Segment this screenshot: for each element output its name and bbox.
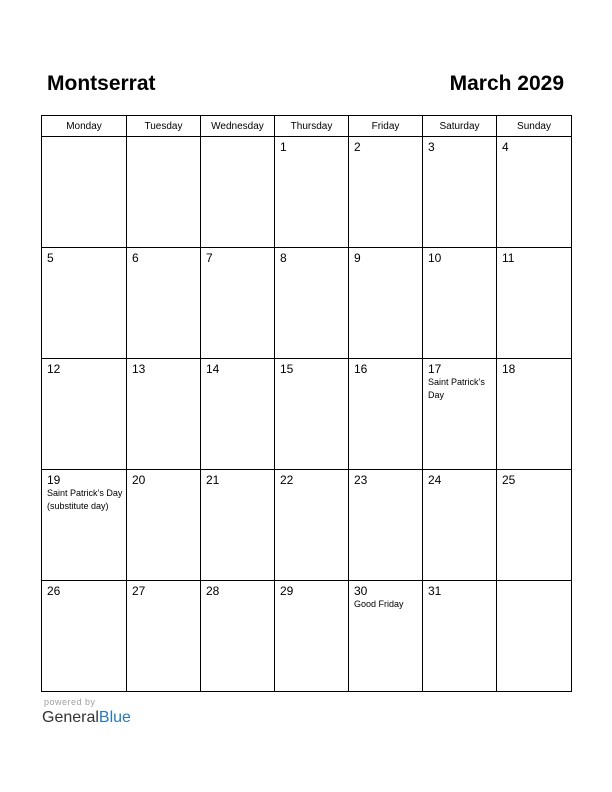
day-number: 14 bbox=[206, 362, 220, 376]
day-cell bbox=[275, 470, 349, 581]
weekday-header-row bbox=[42, 116, 572, 137]
day-number: 26 bbox=[47, 584, 61, 598]
day-cell bbox=[349, 248, 423, 359]
day-number: 18 bbox=[502, 362, 516, 376]
brand-blue-text: Blue bbox=[98, 709, 131, 726]
calendar-body bbox=[42, 137, 572, 692]
day-cell bbox=[201, 248, 275, 359]
weekday-monday: Monday bbox=[42, 116, 127, 137]
country-title: Montserrat bbox=[47, 72, 156, 95]
day-cell bbox=[497, 248, 572, 359]
day-cell bbox=[497, 137, 572, 248]
calendar-grid bbox=[41, 115, 572, 692]
day-number: 29 bbox=[280, 584, 294, 598]
day-cell bbox=[275, 359, 349, 470]
day-number: 24 bbox=[428, 473, 442, 487]
day-number: 11 bbox=[502, 251, 515, 265]
day-cell bbox=[275, 137, 349, 248]
day-cell bbox=[42, 581, 127, 692]
day-number: 15 bbox=[280, 362, 294, 376]
day-number: 28 bbox=[206, 584, 220, 598]
powered-by-label: powered by bbox=[44, 697, 96, 707]
day-cell bbox=[42, 248, 127, 359]
day-cell bbox=[349, 359, 423, 470]
day-number: 25 bbox=[502, 473, 516, 487]
week-row bbox=[42, 248, 572, 359]
day-number: 12 bbox=[47, 362, 61, 376]
day-cell bbox=[127, 581, 201, 692]
day-number: 31 bbox=[428, 584, 442, 598]
weekday-friday: Friday bbox=[349, 116, 423, 137]
day-number: 4 bbox=[502, 140, 509, 154]
empty-day-cell bbox=[497, 581, 572, 692]
day-cell bbox=[201, 581, 275, 692]
day-number: 30 bbox=[354, 584, 368, 598]
day-cell bbox=[201, 470, 275, 581]
weekday-sunday: Sunday bbox=[497, 116, 572, 137]
empty-day-cell bbox=[127, 137, 201, 248]
day-cell bbox=[275, 581, 349, 692]
generalblue-logo bbox=[42, 708, 131, 728]
day-cell bbox=[275, 248, 349, 359]
month-year-title: March 2029 bbox=[449, 72, 564, 95]
day-cell bbox=[201, 359, 275, 470]
day-number: 8 bbox=[280, 251, 287, 265]
day-number: 3 bbox=[428, 140, 435, 154]
weekday-thursday: Thursday bbox=[275, 116, 349, 137]
day-number: 16 bbox=[354, 362, 368, 376]
brand-general-text: General bbox=[42, 709, 99, 726]
day-cell bbox=[127, 248, 201, 359]
day-cell bbox=[42, 470, 127, 581]
day-cell bbox=[127, 359, 201, 470]
day-number: 22 bbox=[280, 473, 294, 487]
day-cell bbox=[423, 248, 497, 359]
day-cell bbox=[423, 470, 497, 581]
weekday-tuesday: Tuesday bbox=[127, 116, 201, 137]
day-number: 9 bbox=[354, 251, 361, 265]
day-cell bbox=[349, 470, 423, 581]
day-number: 20 bbox=[132, 473, 146, 487]
day-cell bbox=[349, 137, 423, 248]
day-cell bbox=[497, 359, 572, 470]
day-number: 23 bbox=[354, 473, 368, 487]
holiday-label: Good Friday bbox=[354, 599, 404, 609]
day-number: 17 bbox=[428, 362, 442, 376]
day-cell bbox=[423, 137, 497, 248]
day-number: 19 bbox=[47, 473, 61, 487]
day-number: 13 bbox=[132, 362, 146, 376]
day-cell bbox=[423, 581, 497, 692]
holiday-label: Saint Patrick’s Day (substitute day) bbox=[47, 488, 123, 511]
empty-day-cell bbox=[201, 137, 275, 248]
week-row bbox=[42, 581, 572, 692]
week-row bbox=[42, 470, 572, 581]
day-number: 21 bbox=[206, 473, 220, 487]
day-cell bbox=[423, 359, 497, 470]
weekday-wednesday: Wednesday bbox=[201, 116, 275, 137]
day-cell bbox=[349, 581, 423, 692]
day-number: 6 bbox=[132, 251, 139, 265]
day-number: 7 bbox=[206, 251, 213, 265]
week-row bbox=[42, 137, 572, 248]
day-cell bbox=[42, 359, 127, 470]
day-number: 27 bbox=[132, 584, 146, 598]
week-row bbox=[42, 359, 572, 470]
day-number: 5 bbox=[47, 251, 54, 265]
empty-day-cell bbox=[42, 137, 127, 248]
day-number: 1 bbox=[280, 140, 287, 154]
weekday-saturday: Saturday bbox=[423, 116, 497, 137]
holiday-label: Saint Patrick’s Day bbox=[428, 377, 485, 400]
day-number: 10 bbox=[428, 251, 442, 265]
day-cell bbox=[497, 470, 572, 581]
day-cell bbox=[127, 470, 201, 581]
day-number: 2 bbox=[354, 140, 361, 154]
